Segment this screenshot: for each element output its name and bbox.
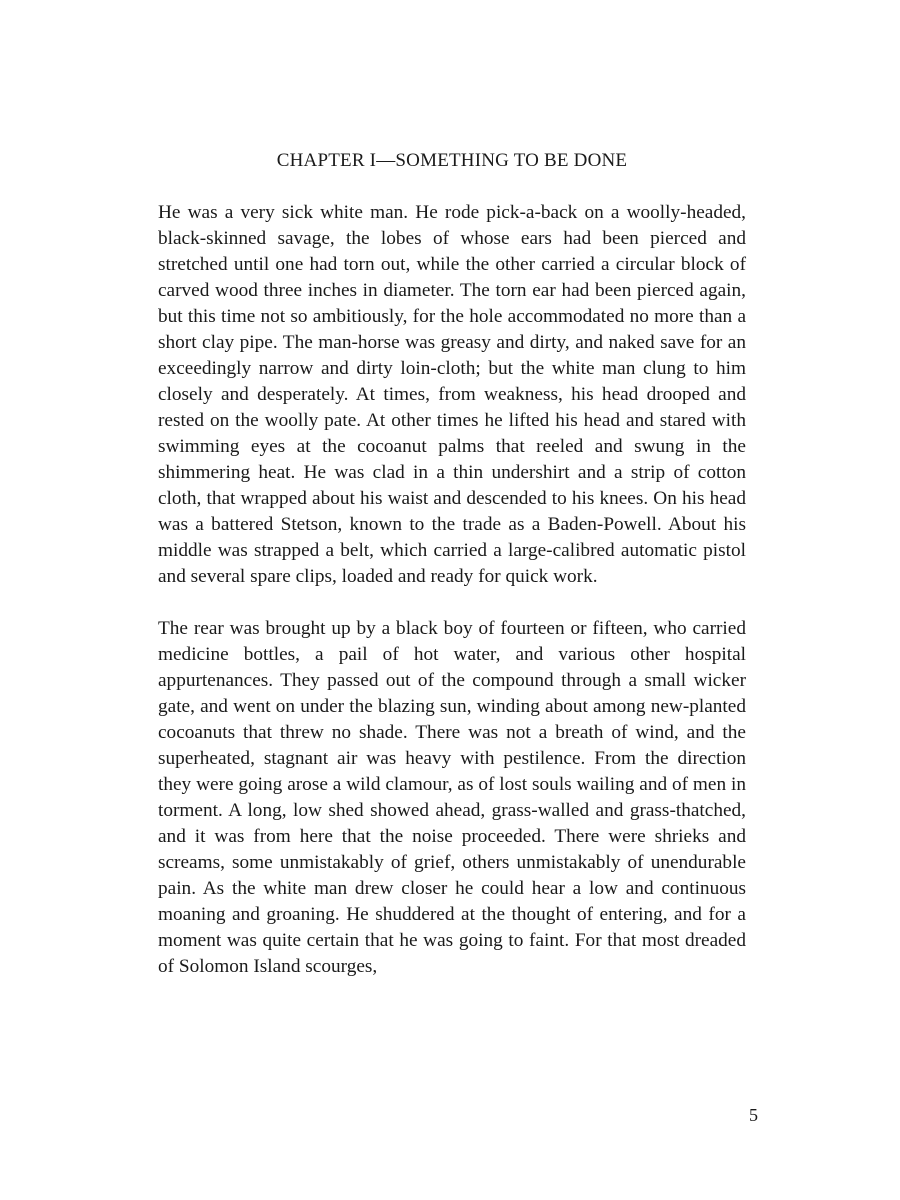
body-text — [158, 200, 746, 980]
paragraph-1: He was a very sick white man. He rode pick-a-back on a woolly-headed, black-skinned savage, the lobes of whose ears had been pierced and stretched until one had torn out, while the other carried a circular block of carved wood three inches in diameter. The torn ear had been pierced again, but this time not so ambitiously, for the hole accommodated no more than a short clay pipe. The man-horse was greasy and dirty, and naked save for an exceedingly narrow and dirty loin-cloth; but the white man clung to him closely and desperately. At times, from weakness, his head drooped and rested on the woolly pate. At other times he lifted his head and stared with swimming eyes at the cocoanut palms that reeled and swung in the shimmering heat. He was clad in a thin undershirt and a strip of cotton cloth, that wrapped about his waist and descended to his knees. On his head was a battered Stetson, known to the trade as a Baden-Powell. About his middle was strapped a belt, which carried a large-calibred automatic pistol and several spare clips, loaded and ready for quick work. — [158, 202, 746, 587]
paragraph-2: The rear was brought up by a black boy of fourteen or fifteen, who carried medicine bottles, a pail of hot water, and various other hospital appurtenances. They passed out of the compound through a small wicker gate, and went on under the blazing sun, winding about among new-planted cocoanuts that threw no shade. There was not a breath of wind, and the superheated, stagnant air was heavy with pestilence. From the direction they were going arose a wild clamour, as of lost souls wailing and of men in torment. A long, low shed showed ahead, grass-walled and grass-thatched, and it was from here that the noise proceeded. There were shrieks and screams, some unmistakably of grief, others unmistakably of unendurable pain. As the white man drew closer he could hear a low and continuous moaning and groaning. He shuddered at the thought of entering, and for a moment was quite certain that he was going to faint. For that most dreaded of Solomon Island scourges, — [158, 618, 746, 977]
page-number: 5 — [749, 1105, 758, 1125]
chapter-title: CHAPTER I—SOMETHING TO BE DONE — [276, 150, 628, 171]
